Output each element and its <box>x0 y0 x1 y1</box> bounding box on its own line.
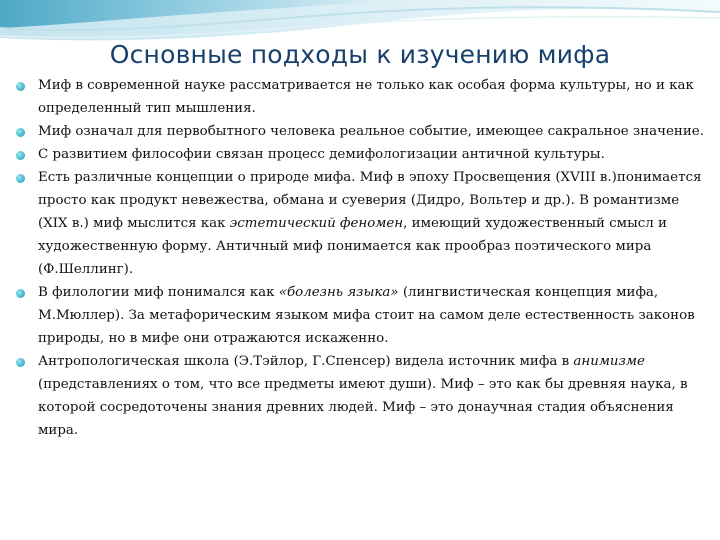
bullet-icon <box>16 174 25 183</box>
bullet-text: Миф означал для первобытного человека реальное событие, имеющее сакральное значение. <box>38 124 704 139</box>
bullet-text: (представлениях о том, что все предметы имеют души). Миф – это как бы древняя наука, в которой сосредоточены знания древних людей. Миф – это донаучная стадия объяснения мира. <box>38 377 688 438</box>
bullet-text: (лингвистическая концепция мифа, М.Мюллер). За метафорическим языком мифа стоит на самом деле естественность законов природы, но в мифе они отражаются искаженно. <box>38 285 695 346</box>
bullet-text: Антропологическая школа (Э.Тэйлор, Г.Спенсер) видела источник мифа в <box>38 354 574 369</box>
bullet-text: С развитием философии связан процесс демифологизации античной культуры. <box>38 147 605 162</box>
list-item <box>24 166 712 281</box>
bullet-icon <box>16 128 25 137</box>
bullet-icon <box>16 289 25 298</box>
bullet-text: , имеющий художественный смысл и художественную форму. Античный миф понимается как прообраз поэтического мира (Ф.Шеллинг). <box>38 216 667 277</box>
bullet-icon <box>16 151 25 160</box>
bullet-list <box>24 74 712 442</box>
list-item <box>24 120 712 143</box>
bullet-text: Миф в современной науке рассматривается не только как особая форма культуры, но и как определенный тип мышления. <box>38 78 694 116</box>
emphasis-text: анимизме <box>573 354 645 369</box>
emphasis-text: «болезнь языка» <box>278 285 399 300</box>
list-item <box>24 143 712 166</box>
list-item <box>24 281 712 350</box>
bullet-icon <box>16 358 25 367</box>
emphasis-text: эстетический феномен <box>229 216 404 231</box>
list-item <box>24 74 712 120</box>
bullet-text: В филологии миф понимался как <box>38 285 279 300</box>
bullet-text: Есть различные концепции о природе мифа. Миф в эпоху Просвещения (XVIII в.)понимается просто как продукт невежества, обмана и суеверия (Дидро, Вольтер и др.). В романтизме (XIX в.) миф мыслится как <box>38 170 702 231</box>
list-item <box>24 350 712 442</box>
bullet-icon <box>16 82 25 91</box>
slide-title: Основные подходы к изучению мифа <box>109 40 611 69</box>
